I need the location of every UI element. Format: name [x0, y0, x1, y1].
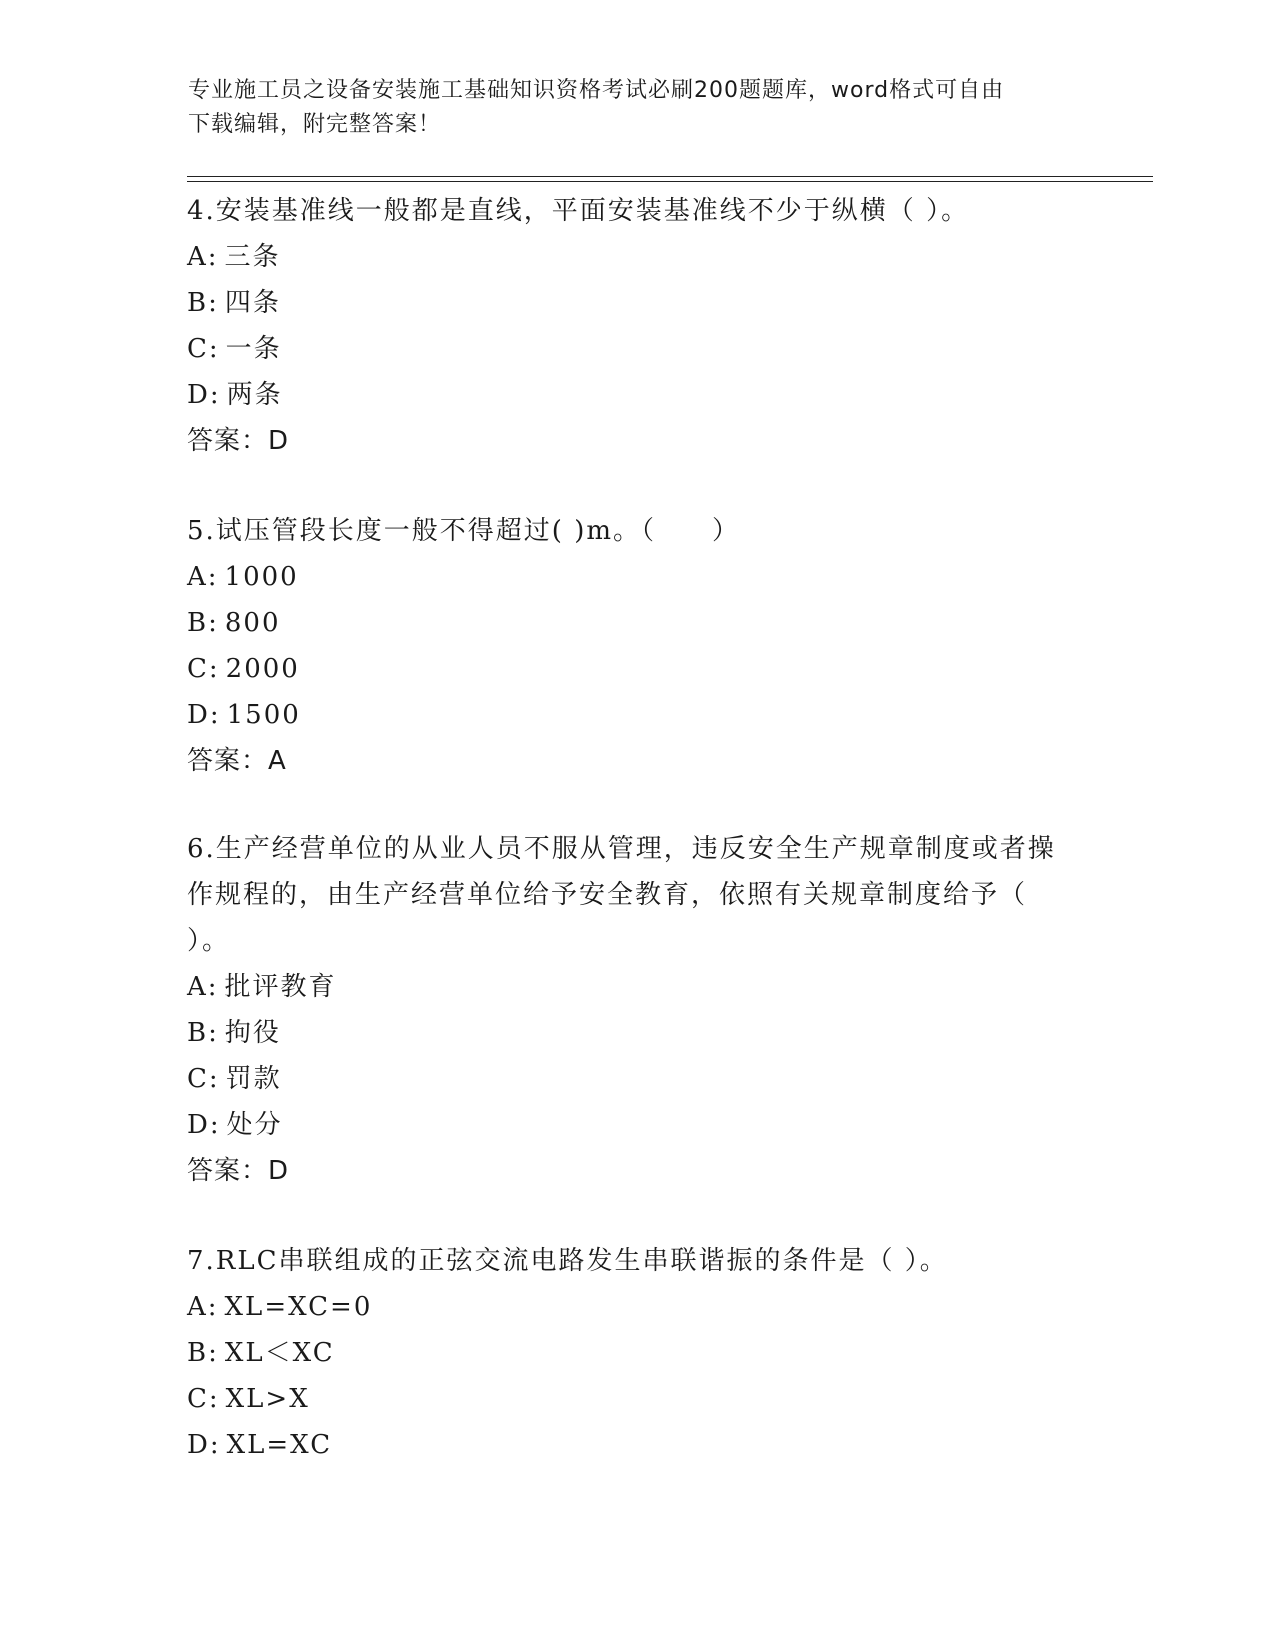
option-key: C: [187, 1384, 220, 1414]
option-d [187, 1102, 1067, 1148]
option-key: A: [187, 562, 219, 592]
option-text: XL>X [225, 1384, 310, 1414]
header-title-line1: 专业施工员之设备安装施工基础知识资格考试必刷200题题库，word格式可自由 [188, 78, 1005, 103]
option-text: 两条 [226, 380, 283, 410]
option-text: 拘役 [224, 1018, 281, 1048]
option-c [187, 1056, 1067, 1102]
header-divider-bottom [187, 181, 1153, 182]
answer-label: 答案： [187, 1156, 269, 1186]
answer-value: D [268, 1156, 290, 1186]
header-title-line2: 下载编辑，附完整答案！ [188, 112, 442, 137]
option-a [187, 554, 1067, 600]
option-b [187, 280, 1067, 326]
option-text: 批评教育 [224, 972, 337, 1002]
option-text: 1500 [226, 700, 301, 730]
option-text: 800 [224, 608, 281, 638]
option-text: 一条 [225, 334, 282, 364]
answer-line [187, 738, 1067, 784]
option-text: 三条 [224, 242, 281, 272]
option-b [187, 1010, 1067, 1056]
option-text: 1000 [224, 562, 299, 592]
option-text: 四条 [224, 288, 281, 318]
option-a [187, 234, 1067, 280]
option-a [187, 1284, 1067, 1330]
option-c [187, 326, 1067, 372]
document-header [188, 74, 1088, 142]
option-key: C: [187, 334, 220, 364]
option-text: XL＜XC [224, 1338, 335, 1368]
question-6 [187, 826, 1067, 1194]
option-key: A: [187, 1292, 219, 1322]
option-key: C: [187, 1064, 220, 1094]
option-text: 罚款 [225, 1064, 282, 1094]
option-b [187, 600, 1067, 646]
question-5 [187, 508, 1067, 784]
question-4 [187, 188, 1067, 464]
question-stem: 4.安装基准线一般都是直线，平面安装基准线不少于纵横（ ）。 [187, 196, 970, 226]
option-key: D: [187, 1430, 221, 1460]
option-text: 2000 [225, 654, 300, 684]
option-key: A: [187, 242, 219, 272]
answer-value: D [268, 426, 290, 456]
answer-label: 答案： [187, 746, 269, 776]
question-stem: 6.生产经营单位的从业人员不服从管理，违反安全生产规章制度或者操作规程的，由生产经营单位给予安全教育，依照有关规章制度给予（ ）。 [187, 834, 1056, 956]
option-text: 处分 [226, 1110, 283, 1140]
option-key: D: [187, 380, 221, 410]
answer-value: A [268, 746, 287, 776]
option-key: B: [187, 608, 219, 638]
option-key: B: [187, 1338, 219, 1368]
option-c [187, 646, 1067, 692]
question-stem: 7.RLC串联组成的正弦交流电路发生串联谐振的条件是（ ）。 [187, 1246, 948, 1276]
option-key: D: [187, 700, 221, 730]
option-a [187, 964, 1067, 1010]
option-d [187, 1422, 1067, 1468]
option-text: XL=XC=0 [224, 1292, 373, 1322]
option-d [187, 372, 1067, 418]
option-b [187, 1330, 1067, 1376]
option-c [187, 1376, 1067, 1422]
answer-line [187, 1148, 1067, 1194]
header-divider-top [187, 176, 1153, 177]
question-stem: 5.试压管段长度一般不得超过( )m。（ ） [187, 516, 741, 546]
option-key: B: [187, 1018, 219, 1048]
option-text: XL=XC [226, 1430, 333, 1460]
option-key: B: [187, 288, 219, 318]
option-d [187, 692, 1067, 738]
option-key: A: [187, 972, 219, 1002]
answer-label: 答案： [187, 426, 269, 456]
question-7 [187, 1238, 1067, 1468]
answer-line [187, 418, 1067, 464]
option-key: D: [187, 1110, 221, 1140]
option-key: C: [187, 654, 220, 684]
